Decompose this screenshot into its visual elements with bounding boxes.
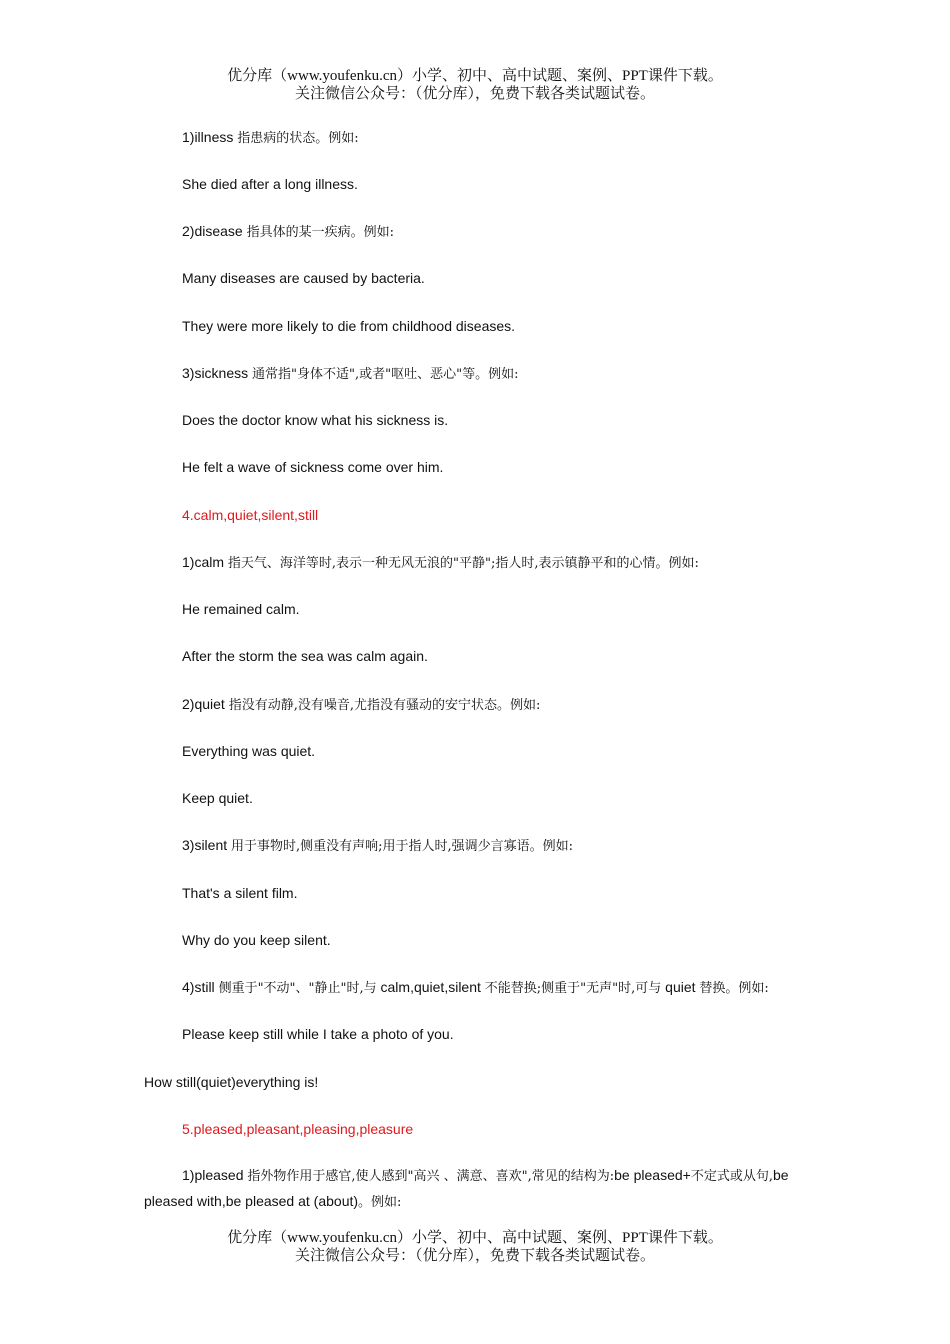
- definition-text: 不能替换;侧重于"无声"时,可与: [484, 981, 662, 996]
- header-line-2: 关注微信公众号：（优分库），免费下载各类试题试卷。: [294, 86, 655, 102]
- example-sentence: Many diseases are caused by bacteria.: [182, 270, 425, 286]
- definition-text: 。例如:: [358, 1195, 402, 1210]
- example-sentence: They were more likely to die from childhood diseases.: [182, 318, 516, 334]
- term-text: 2)quiet: [182, 696, 229, 712]
- example-sentence: Please keep still while I take a photo of you.: [182, 1026, 454, 1042]
- definition-text: 侧重于"不动"、"静止"时,与: [218, 981, 377, 996]
- term-text: be pleased with,be pleased at (about): [144, 1167, 789, 1209]
- definition-text: 通常指"身体不适",或者"呕吐、恶心"等。例如:: [252, 367, 519, 382]
- definition-text: 指天气、海洋等时,表示一种无风无浪的"平静";指人时,表示镇静平和的心情。例如:: [227, 556, 699, 571]
- calm-definition: [182, 553, 699, 573]
- term-text: 1)calm: [182, 554, 228, 570]
- example-sentence: Keep quiet.: [182, 790, 253, 806]
- still-definition: [182, 978, 769, 998]
- term-text: 3)silent: [182, 837, 232, 853]
- example-sentence: He felt a wave of sickness come over him.: [182, 459, 444, 475]
- footer-line-2: 关注微信公众号：（优分库），免费下载各类试题试卷。: [294, 1248, 655, 1264]
- term-text: 3)sickness: [182, 365, 253, 381]
- term-text: be pleased+: [614, 1167, 691, 1183]
- illness-definition: [182, 128, 359, 148]
- example-sentence: Why do you keep silent.: [182, 932, 331, 948]
- sickness-definition: [182, 364, 518, 384]
- term-text: 4)still: [182, 979, 219, 995]
- definition-text: 指外物作用于感官,使人感到"高兴 、满意、喜欢",常见的结构为:: [247, 1169, 615, 1184]
- definition-text: 替换。例如:: [699, 981, 769, 996]
- pleased-definition: [144, 1163, 804, 1215]
- silent-definition: [182, 836, 573, 856]
- definition-text: 用于事物时,侧重没有声响;用于指人时,强调少言寡语。例如:: [231, 839, 574, 854]
- term-text: 1)illness: [182, 129, 238, 145]
- quiet-definition: [182, 695, 540, 715]
- definition-text: 指没有动静,没有噪音,尤指没有骚动的安宁状态。例如:: [228, 698, 541, 713]
- section-heading: 4.calm,quiet,silent,still: [182, 507, 319, 523]
- term-text: calm,quiet,silent: [376, 979, 485, 995]
- term-text: 1)pleased: [182, 1167, 248, 1183]
- definition-text: 不定式或从句,: [690, 1169, 773, 1184]
- header-line-1: 优分库（www.youfenku.cn）小学、初中、高中试题、案例、PPT课件下载。: [227, 68, 723, 84]
- definition-text: 指患病的状态。例如:: [237, 131, 359, 146]
- example-sentence: After the storm the sea was calm again.: [182, 648, 428, 664]
- page-footer: [0, 1229, 950, 1265]
- term-text: 2)disease: [182, 223, 247, 239]
- disease-definition: [182, 222, 394, 242]
- term-text: quiet: [661, 979, 700, 995]
- example-sentence: Everything was quiet.: [182, 743, 316, 759]
- page-header: [0, 67, 950, 103]
- footer-line-1: 优分库（www.youfenku.cn）小学、初中、高中试题、案例、PPT课件下载。: [227, 1230, 723, 1246]
- definition-text: 指具体的某一疾病。例如:: [246, 225, 394, 240]
- example-sentence: Does the doctor know what his sickness is.: [182, 412, 449, 428]
- example-sentence: That's a silent film.: [182, 885, 298, 901]
- example-sentence: He remained calm.: [182, 601, 300, 617]
- example-sentence: How still(quiet)everything is!: [144, 1074, 319, 1090]
- section-heading: 5.pleased,pleasant,pleasing,pleasure: [182, 1121, 414, 1137]
- example-sentence: She died after a long illness.: [182, 176, 358, 192]
